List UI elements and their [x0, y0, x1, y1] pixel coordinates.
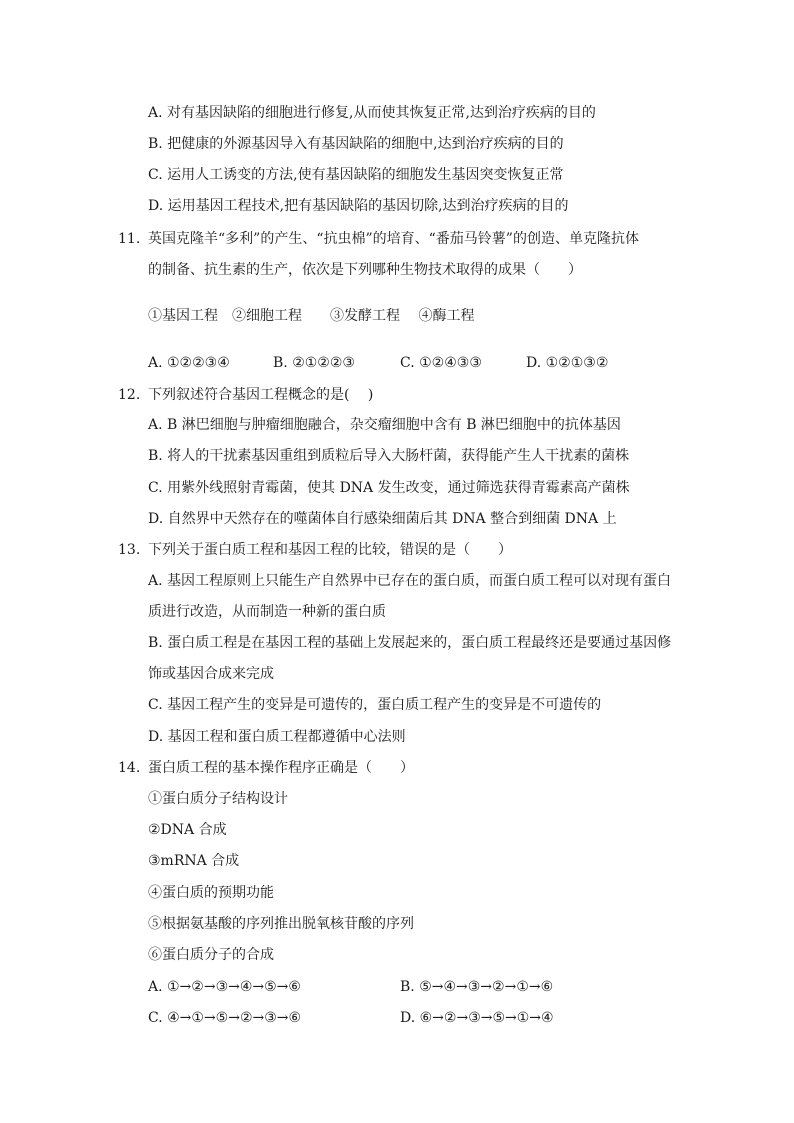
q13-option-b-line2: 饰或基因合成来完成 [148, 666, 274, 682]
q12-option-d: D. 自然界中天然存在的噬菌体自行感染细菌后其 DNA 整合到细菌 DNA 上 [148, 511, 617, 527]
q11-stem-line2: 的制备、抗生素的生产，依次是下列哪种生物技术取得的成果（ ） [148, 262, 582, 278]
q13-stem: 下列关于蛋白质工程和基因工程的比较，错误的是（ ） [148, 542, 512, 558]
q14-option-c: C. ④→①→⑤→②→③→⑥ [148, 1010, 302, 1026]
q12-option-c: C. 用紫外线照射青霉菌，使其 DNA 发生改变，通过筛选获得青霉素高产菌株 [148, 480, 630, 496]
q12-option-b: B. 将人的干扰素基因重组到质粒后导入大肠杆菌，获得能产生人干扰素的菌株 [148, 448, 630, 464]
q14-step-1: ①蛋白质分子结构设计 [148, 791, 288, 807]
q13-option-b-line1: B. 蛋白质工程是在基因工程的基础上发展起来的，蛋白质工程最终还是要通过基因修 [148, 635, 672, 651]
q10-option-b: B. 把健康的外源基因导入有基因缺陷的细胞中,达到治疗疾病的目的 [148, 136, 564, 152]
q10-option-a: A. 对有基因缺陷的细胞进行修复,从而使其恢复正常,达到治疗疾病的目的 [148, 105, 596, 121]
q11-option-c: C. ①②④③③ [400, 355, 482, 371]
q10-option-c: C. 运用人工诱变的方法,使有基因缺陷的细胞发生基因突变恢复正常 [148, 167, 564, 183]
q14-stem: 蛋白质工程的基本操作程序正确是（ ） [148, 760, 414, 776]
q11-items: ①基因工程 ②细胞工程 ③发酵工程 ④酶工程 [148, 308, 475, 324]
q14-step-6: ⑥蛋白质分子的合成 [148, 947, 274, 963]
q13-option-a-line1: A. 基因工程原则上只能生产自然界中已存在的蛋白质，而蛋白质工程可以对现有蛋白 [148, 573, 672, 589]
q12-stem: 下列叙述符合基因工程概念的是( ) [148, 387, 374, 403]
q14-option-d: D. ⑥→②→③→⑤→①→④ [400, 1010, 554, 1026]
q12-option-a: A. B 淋巴细胞与肿瘤细胞融合，杂交瘤细胞中含有 B 淋巴细胞中的抗体基因 [148, 417, 621, 433]
q14-step-5: ⑤根据氨基酸的序列推出脱氧核苷酸的序列 [148, 916, 414, 932]
q14-step-3: ③mRNA 合成 [148, 853, 240, 869]
q13-option-d: D. 基因工程和蛋白质工程都遵循中心法则 [148, 729, 406, 745]
q13-option-a-line2: 质进行改造，从而制造一种新的蛋白质 [148, 604, 386, 620]
q11-stem-line1: 英国克隆羊“多利”的产生、“抗虫棉”的培育、“番茄马铃薯”的创造、单克隆抗体 [148, 231, 639, 247]
q10-option-d: D. 运用基因工程技术,把有基因缺陷的基因切除,达到治疗疾病的目的 [148, 198, 569, 214]
q11-option-a: A. ①②②③④ [148, 355, 230, 371]
q14-option-a: A. ①→②→③→④→⑤→⑥ [148, 979, 301, 995]
q14-option-b: B. ⑤→④→③→②→①→⑥ [400, 979, 554, 995]
q14-number: 14. [118, 760, 141, 776]
q14-step-2: ②DNA 合成 [148, 822, 227, 838]
q12-number: 12. [118, 387, 141, 403]
q13-number: 13. [118, 542, 141, 558]
q14-step-4: ④蛋白质的预期功能 [148, 885, 274, 901]
q11-option-b: B. ②①②②③ [273, 355, 355, 371]
q13-option-c: C. 基因工程产生的变异是可遗传的，蛋白质工程产生的变异是不可遗传的 [148, 697, 602, 713]
q11-number: 11. [118, 231, 141, 247]
q11-option-d: D. ①②①③② [526, 355, 609, 371]
